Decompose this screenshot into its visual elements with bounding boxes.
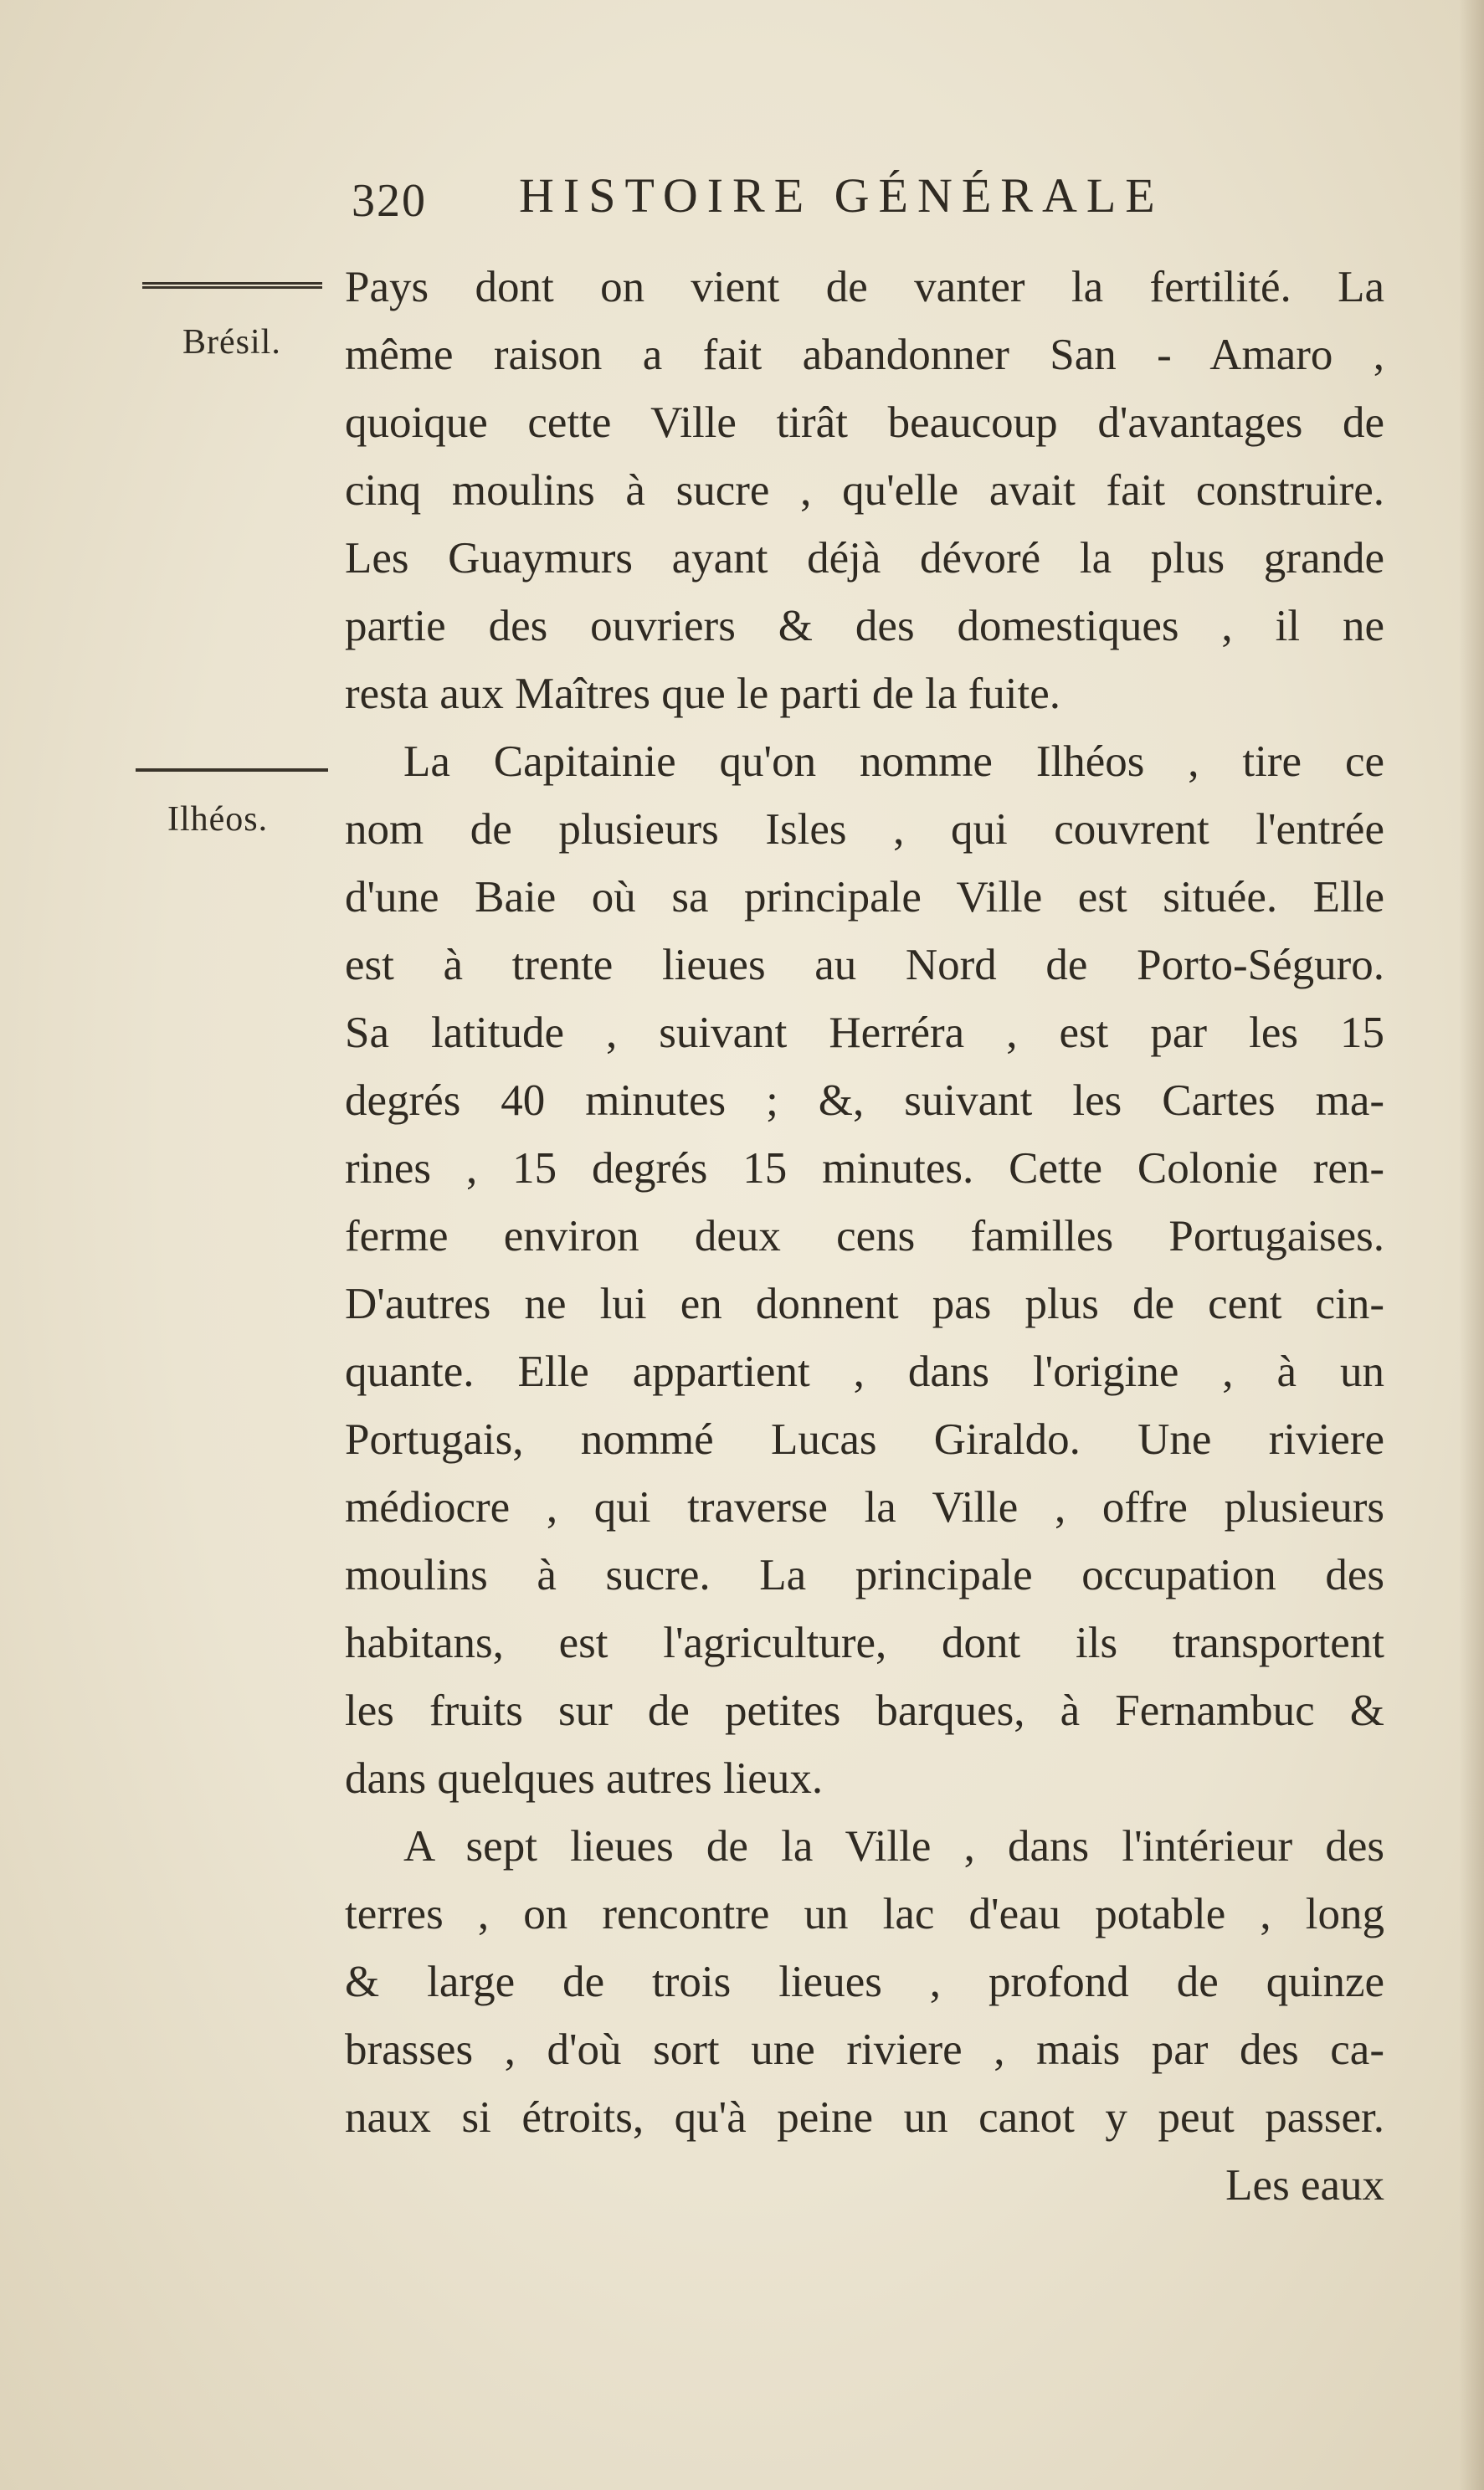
text-line: les fruits sur de petites barques, à Fernambuc & (345, 1687, 1384, 1735)
page-header (352, 167, 1247, 243)
margin-note-bresil: Brésil. (182, 323, 281, 362)
text-line: resta aux Maîtres que le parti de la fuite. (345, 670, 1061, 718)
text-line: même raison a fait abandonner San - Amaro , (345, 331, 1384, 379)
text-line: ferme environ deux cens familles Portugaises. (345, 1212, 1384, 1260)
text-line: naux si étroits, qu'à peine un canot y peut passer. (345, 2093, 1384, 2142)
page-number: 320 (352, 175, 427, 227)
body-text (345, 254, 1384, 2220)
text-line: Les eaux (1225, 2161, 1384, 2210)
text-line: nom de plusieurs Isles , qui couvrent l'entrée (345, 805, 1384, 854)
text-line: moulins à sucre. La principale occupation des (345, 1551, 1384, 1599)
text-line: rines , 15 degrés 15 minutes. Cette Colonie ren- (345, 1144, 1384, 1193)
text-line: cinq moulins à sucre , qu'elle avait fait construire. (345, 466, 1384, 515)
text-line: Les Guaymurs ayant déjà dévoré la plus grande (345, 534, 1384, 583)
text-line: médiocre , qui traverse la Ville , offre plusieurs (345, 1483, 1384, 1532)
margin-rule-ilheos (136, 768, 328, 772)
text-line: & large de trois lieues , profond de quinze (345, 1958, 1384, 2006)
text-line: quoique cette Ville tirât beaucoup d'avantages de (345, 398, 1384, 447)
running-head: HISTOIRE GÉNÉRALE (519, 168, 1164, 223)
text-line: brasses , d'où sort une riviere , mais par des ca- (345, 2025, 1384, 2074)
text-line: d'une Baie où sa principale Ville est située. Elle (345, 873, 1384, 922)
margin-rule-bresil (142, 282, 322, 289)
text-line: Pays dont on vient de vanter la fertilité. La (345, 263, 1384, 311)
text-line: Sa latitude , suivant Herréra , est par les 15 (345, 1009, 1384, 1057)
text-line: quante. Elle appartient , dans l'origine , à un (345, 1348, 1384, 1396)
text-line: partie des ouvriers & des domestiques , il ne (345, 602, 1384, 650)
text-line: D'autres ne lui en donnent pas plus de cent cin- (345, 1280, 1384, 1328)
text-line: terres , on rencontre un lac d'eau potable , long (345, 1890, 1384, 1938)
page-edge-shadow (1459, 0, 1484, 2490)
text-line: A sept lieues de la Ville , dans l'intérieur des (403, 1822, 1384, 1871)
text-line: dans quelques autres lieux. (345, 1754, 824, 1803)
margin-note-ilheos: Ilhéos. (167, 800, 269, 839)
text-line: La Capitainie qu'on nomme Ilhéos , tire ce (403, 737, 1384, 786)
text-line: degrés 40 minutes ; &, suivant les Cartes ma- (345, 1076, 1384, 1125)
text-line: est à trente lieues au Nord de Porto-Séguro. (345, 941, 1384, 989)
text-line: habitans, est l'agriculture, dont ils transportent (345, 1619, 1384, 1667)
text-line: Portugais, nommé Lucas Giraldo. Une riviere (345, 1415, 1384, 1464)
